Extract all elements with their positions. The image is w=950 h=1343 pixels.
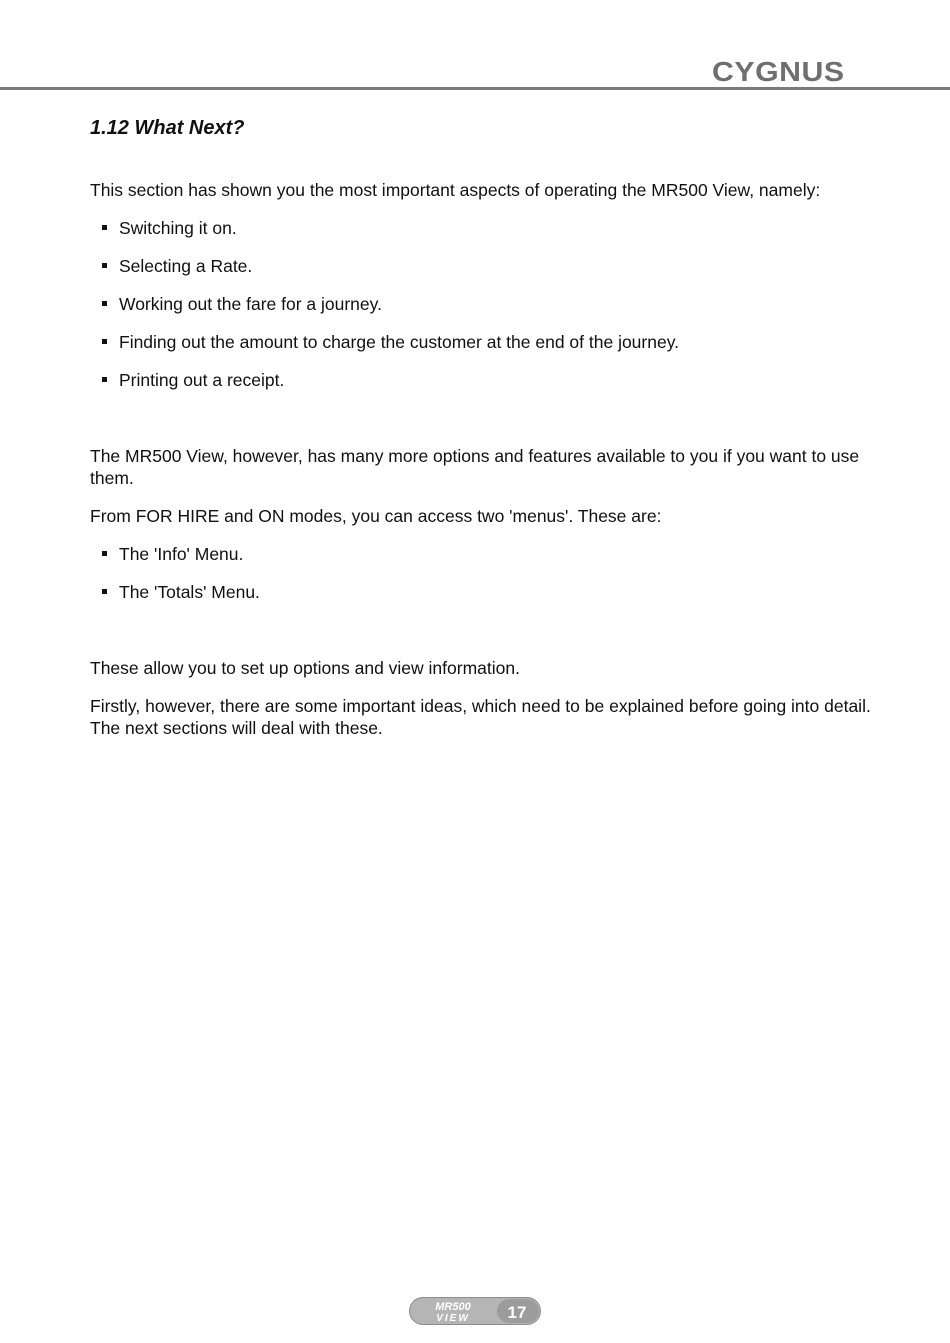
list-item-text: Working out the fare for a journey. — [119, 294, 382, 314]
mr500-view-logo — [409, 1297, 541, 1325]
square-bullet-icon — [102, 301, 107, 306]
intro-paragraph: This section has shown you the most important aspects of operating the MR500 View, namely: — [90, 180, 821, 200]
square-bullet-icon — [102, 377, 107, 382]
logo-model-text: MR500 — [435, 1301, 471, 1313]
allow-paragraph: These allow you to set up options and view information. — [90, 658, 520, 678]
square-bullet-icon — [102, 263, 107, 268]
square-bullet-icon — [102, 339, 107, 344]
list-item — [90, 255, 900, 277]
list-item-text: Switching it on. — [119, 218, 237, 238]
square-bullet-icon — [102, 589, 107, 594]
section-title: 1.12 What Next? — [90, 117, 245, 139]
list-item-text: Finding out the amount to charge the customer at the end of the journey. — [119, 332, 680, 352]
list-item-text: Printing out a receipt. — [119, 370, 285, 390]
brand-logo: CYGNUS — [712, 56, 845, 87]
list-item — [90, 331, 900, 353]
spacer — [90, 619, 900, 657]
page-number: 17 — [507, 1303, 527, 1322]
menus-intro-paragraph: From FOR HIRE and ON modes, you can access two 'menus'. These are: — [90, 506, 662, 526]
spacer — [90, 407, 900, 445]
closing-paragraph: Firstly, however, there are some important ideas, which need to be explained before going into detail. The next sections will deal with these. — [90, 696, 871, 738]
square-bullet-icon — [102, 225, 107, 230]
list-item-text: Selecting a Rate. — [119, 256, 253, 276]
logo-view-text: VIEW — [436, 1313, 470, 1324]
list-item — [90, 369, 900, 391]
list-item — [90, 293, 900, 315]
header-divider — [0, 87, 950, 90]
square-bullet-icon — [102, 551, 107, 556]
list-item-text: The 'Info' Menu. — [119, 544, 244, 564]
main-content — [90, 114, 900, 755]
aspects-list — [90, 217, 900, 391]
more-options-paragraph: The MR500 View, however, has many more options and features available to you if you want to use them. — [90, 446, 860, 488]
list-item — [90, 217, 900, 239]
list-item-text: The 'Totals' Menu. — [119, 582, 260, 602]
list-item — [90, 581, 900, 603]
menus-list — [90, 543, 900, 603]
list-item — [90, 543, 900, 565]
